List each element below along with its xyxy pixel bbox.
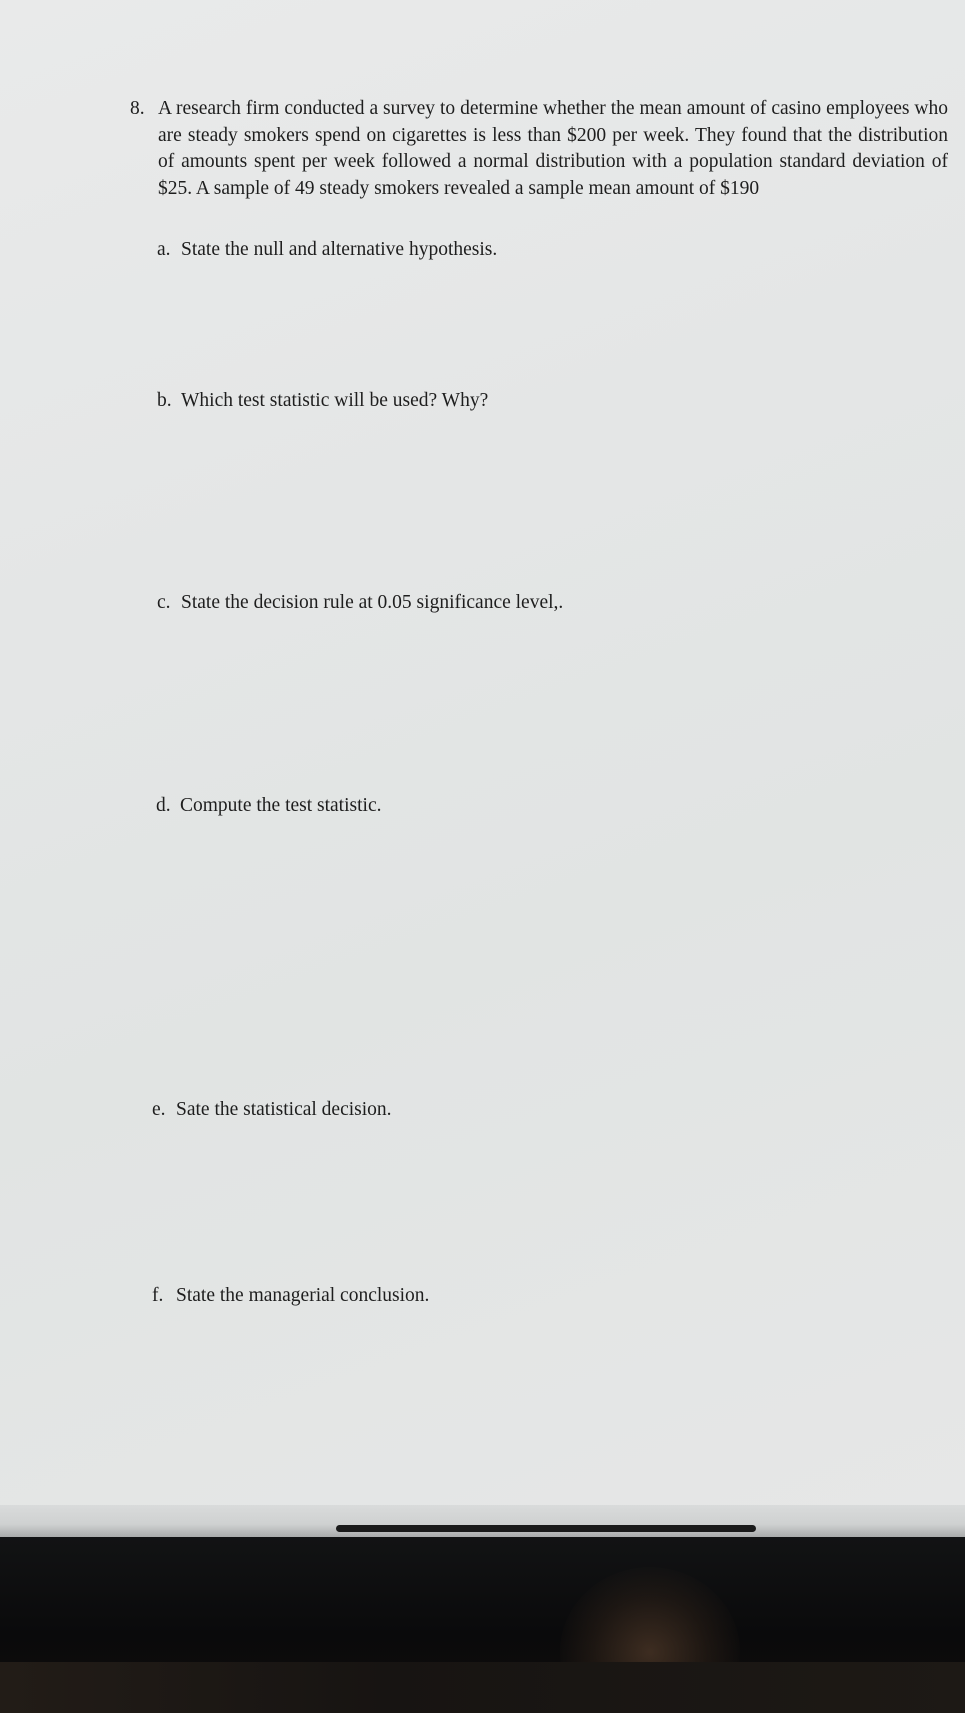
part-a-label: a. xyxy=(157,239,171,260)
part-d-text: Compute the test statistic. xyxy=(180,795,382,816)
part-c-text: State the decision rule at 0.05 significance level,. xyxy=(181,592,564,613)
part-c xyxy=(157,590,563,616)
part-b-label: b. xyxy=(157,390,172,411)
surface-edge xyxy=(0,1662,965,1713)
question-number: 8. xyxy=(130,98,145,119)
part-e-text: Sate the statistical decision. xyxy=(176,1099,392,1120)
page-bottom-edge xyxy=(0,1505,965,1537)
part-e-label: e. xyxy=(152,1099,166,1120)
part-c-label: c. xyxy=(157,592,171,613)
part-b-text: Which test statistic will be used? Why? xyxy=(181,390,489,411)
part-d-label: d. xyxy=(156,795,171,816)
question-text: A research firm conducted a survey to determine whether the mean amount of casino employees who are steady smokers spend on cigarettes is less than $200 per week. They found that the distribution of amounts spent per week followed a normal distribution with a population standard deviation of $25. A sample of 49 steady smokers revealed a sample mean amount of $190 xyxy=(158,98,948,199)
part-a-text: State the null and alternative hypothesis. xyxy=(181,239,498,260)
part-a xyxy=(157,237,497,263)
part-f-label: f. xyxy=(152,1285,164,1306)
part-e xyxy=(152,1097,392,1123)
part-b xyxy=(157,388,488,414)
home-indicator-bar[interactable] xyxy=(336,1525,756,1532)
part-f-text: State the managerial conclusion. xyxy=(176,1285,430,1306)
part-f xyxy=(152,1283,429,1309)
device-bezel xyxy=(0,1537,965,1713)
part-d xyxy=(156,793,381,819)
